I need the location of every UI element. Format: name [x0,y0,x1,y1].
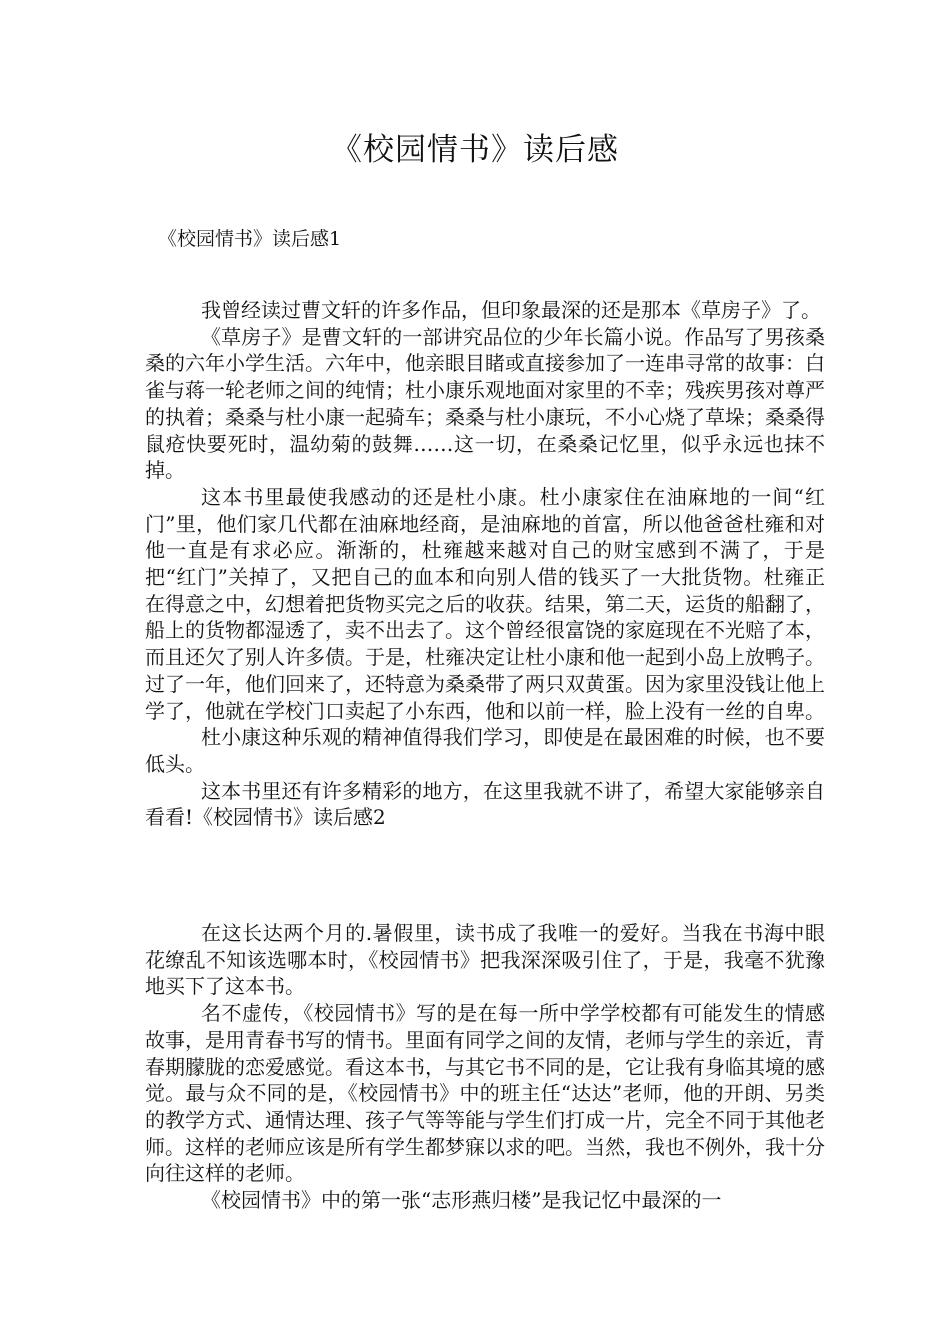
paragraph: 我曾经读过曹文轩的许多作品，但印象最深的还是那本《草房子》了。 [201,298,821,322]
section-1-body [145,297,825,831]
paragraph: 这本书里还有许多精彩的地方，在这里我就不讲了，希望大家能够亲自看看!《校园情书》读后感2 [145,778,825,830]
section-heading: 《校园情书》读后感1 [158,228,342,250]
section-2-body [145,920,825,1214]
paragraph: 杜小康这种乐观的精神值得我们学习，即使是在最困难的时候，也不要低头。 [145,725,825,776]
paragraph: 这本书里最使我感动的还是杜小康。杜小康家住在油麻地的一间“红门”里，他们家几代都在油麻地经商，是油麻地的首富，所以他爸爸杜雍和对他一直是有求必应。渐渐的，杜雍越来越对自己的财宝感到不满了，于是把“红门”关掉了，又把自己的血本和向别人借的钱买了一大批货物。杜雍正在得意之中，幻想着把货物买完之后的收获。结果，第二天，运货的船翻了，船上的货物都湿透了，卖不出去了。这个曾经很富饶的家庭现在不光赔了本，而且还欠了别人许多债。于是，杜雍决定让杜小康和他一起到小岛上放鸭子。过了一年，他们回来了，还特意为桑桑带了两只双黄蛋。因为家里没钱让他上学了，他就在学校门口卖起了小东西，他和以前一样，脸上没有一丝的自卑。 [145,484,825,723]
paragraph: 《草房子》是曹文轩的一部讲究品位的少年长篇小说。作品写了男孩桑桑的六年小学生活。六年中，他亲眼目睹或直接参加了一连串寻常的故事：白雀与蒋一轮老师之间的纯情；杜小康乐观地面对家里的不幸；残疾男孩对尊严的执着；桑桑与杜小康一起骑车；桑桑与杜小康玩，不小心烧了草垛；桑桑得鼠疮快要死时，温幼菊的鼓舞……这一切，在桑桑记忆里，似乎永远也抹不掉。 [145,324,825,483]
paragraph: 《校园情书》中的第一张“志形燕归楼”是我记忆中最深的一 [201,1188,722,1213]
paragraph: 名不虚传，《校园情书》写的是在每一所中学学校都有可能发生的情感故事，是用青春书写的情书。里面有同学之间的友情，老师与学生的亲近，青春期朦胧的恋爱感觉。看这本书，与其它书不同的是，它让我有身临其境的感觉。最与众不同的是，《校园情书》中的班主任“达达”老师，他的开朗、另类的教学方式、通情达理、孩子气等等能与学生们打成一片，完全不同于其他老师。这样的老师应该是所有学生都梦寐以求的吧。当然，我也不例外，我十分向往这样的老师。 [145,1001,825,1186]
paragraph: 在这长达两个月的.暑假里，读书成了我唯一的爱好。当我在书海中眼花缭乱不知该选哪本时，《校园情书》把我深深吸引住了，于是，我毫不犹豫地买下了这本书。 [145,921,825,999]
document-title: 《校园情书》读后感 [331,132,619,168]
